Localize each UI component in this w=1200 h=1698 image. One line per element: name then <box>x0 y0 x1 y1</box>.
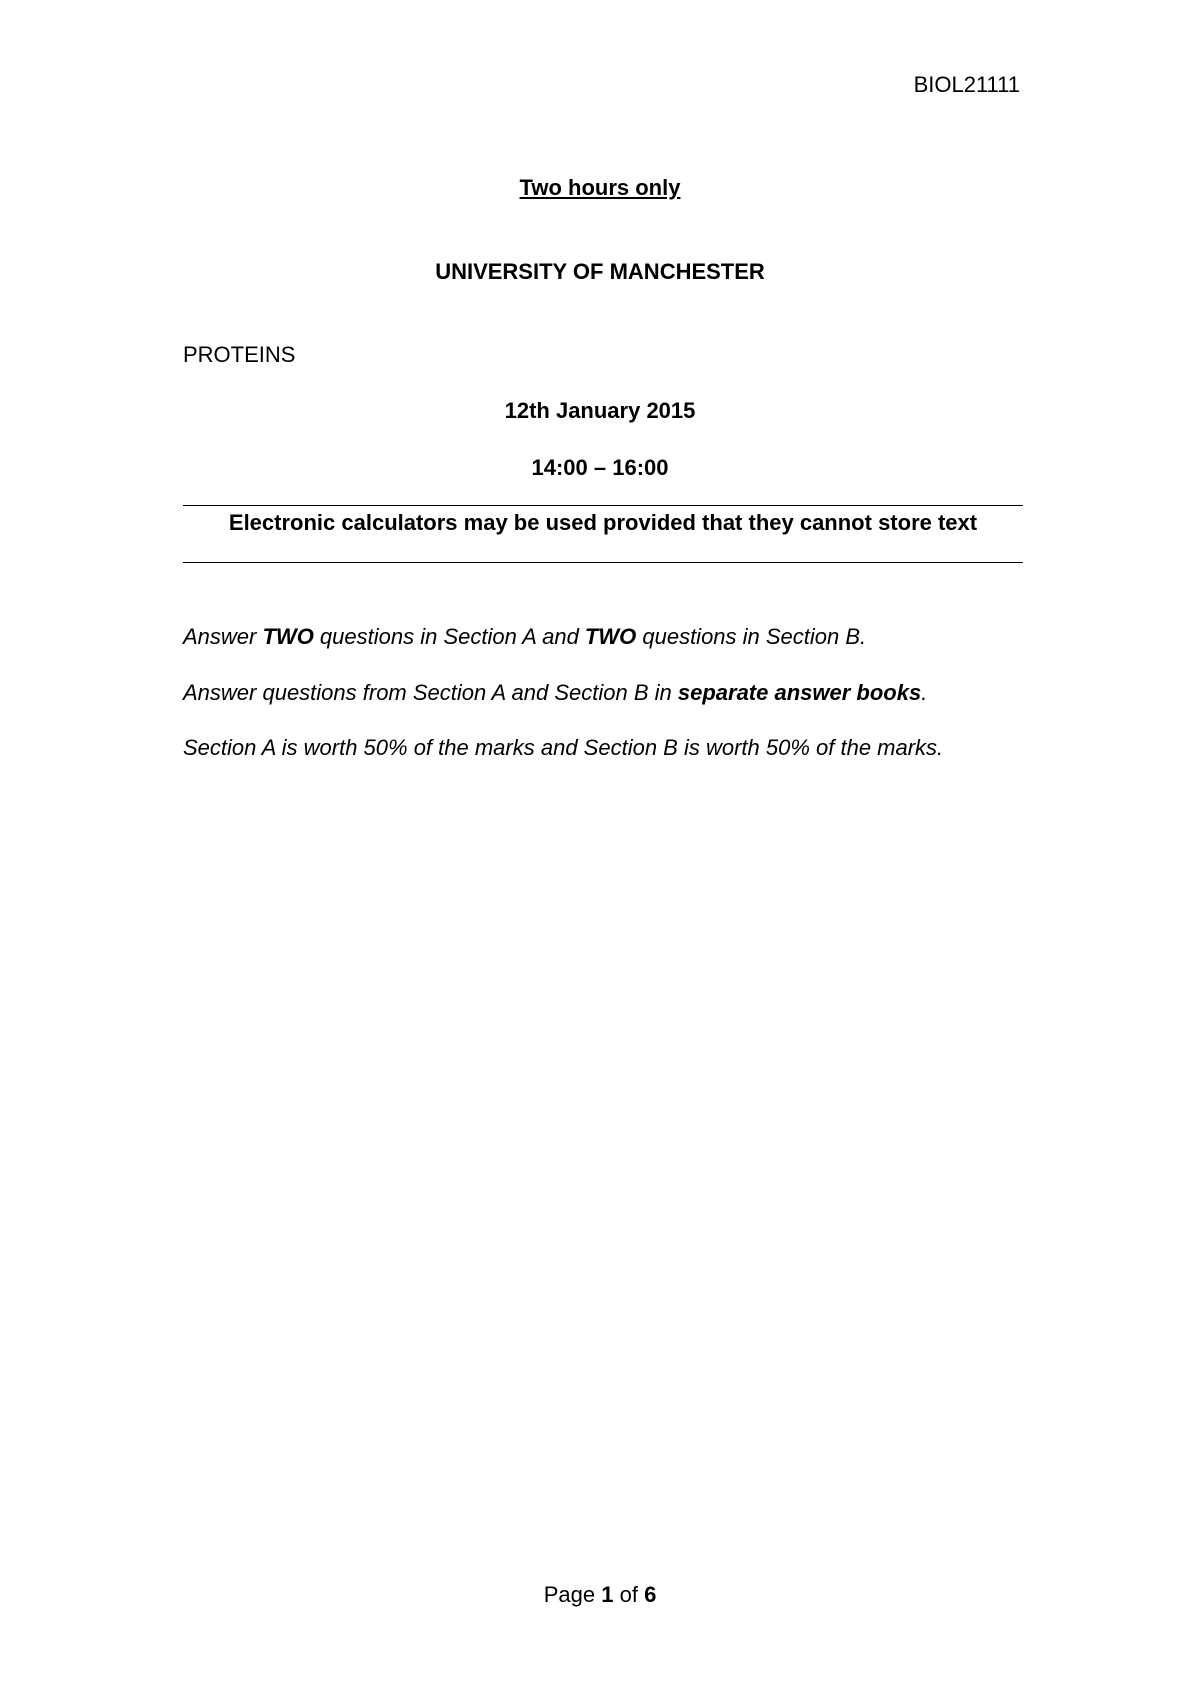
exam-time: 14:00 – 16:00 <box>531 455 669 480</box>
divider-bottom <box>183 562 1023 563</box>
exam-date: 12th January 2015 <box>504 398 696 423</box>
course-code: BIOL21111 <box>913 72 1020 97</box>
page-number: Page 1 of 6 <box>543 1582 657 1607</box>
exam-duration: Two hours only <box>519 175 681 200</box>
course-title: PROTEINS <box>183 342 296 367</box>
calculator-note: Electronic calculators may be used provided that they cannot store text <box>228 510 978 535</box>
instruction-answer-count: Answer TWO questions in Section A and TWO questions in Section B. <box>183 624 867 649</box>
divider-top <box>183 505 1023 506</box>
university-name: UNIVERSITY OF MANCHESTER <box>435 259 765 284</box>
instruction-answer-books: Answer questions from Section A and Section B in separate answer books. <box>183 680 928 705</box>
instruction-mark-split: Section A is worth 50% of the marks and Section B is worth 50% of the marks. <box>183 735 944 760</box>
